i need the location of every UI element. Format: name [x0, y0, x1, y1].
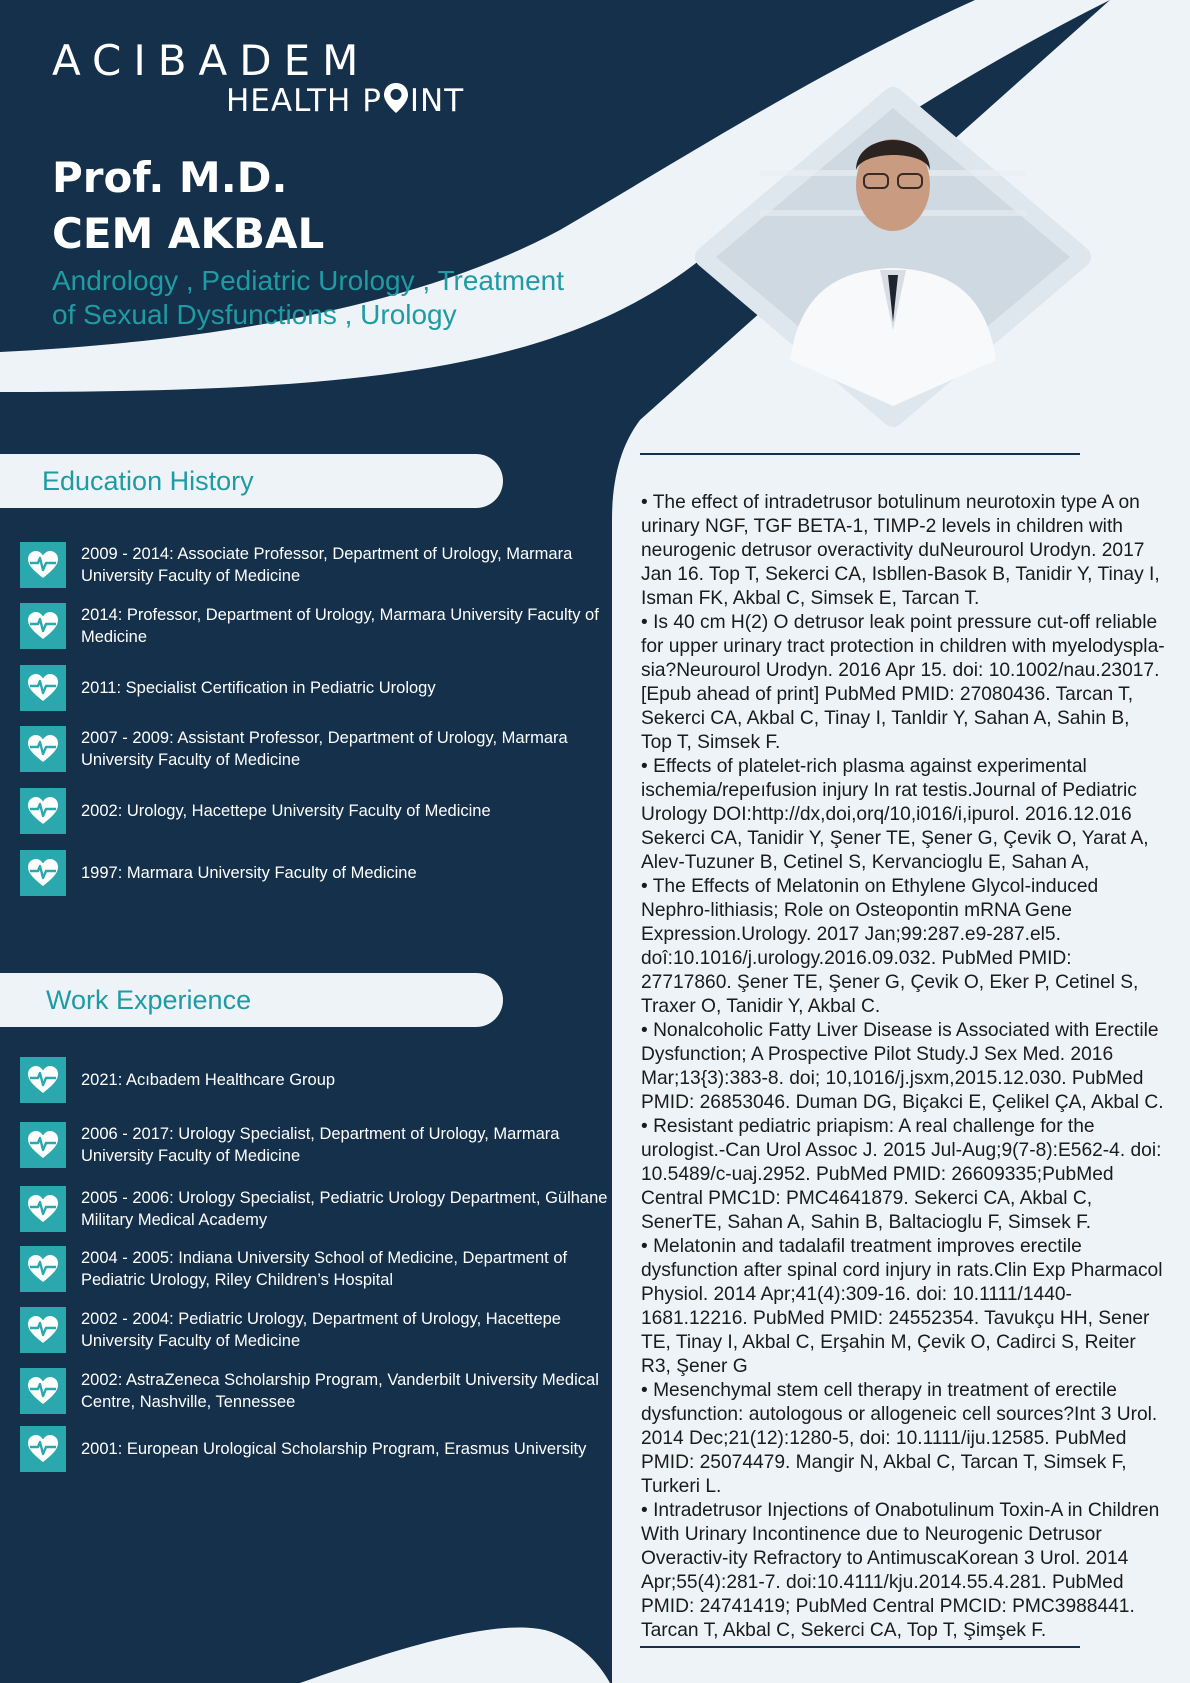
publication-item: • Melatonin and tadalafil treatment improves erectile dysfunction after spinal cord injury in rats.Clin Exp Pharmacol Physiol. 2014 Apr;41(4):309-16. doi: 10.1111/1440-1681.12216. PubMed PMID: 24552354. Tavukçu HH, Sener TE, Tinay I, Akbal C, Erşahin M, Çevik O, Cadirci S, Reiter R3, Şener G — [641, 1235, 1165, 1379]
publication-item: • The Effects of Melatonin on Ethylene Glycol-induced Nephro-lithiasis; Role on Osteopontin mRNA Gene Expression.Urology. 2017 Jan;99:287.e9-287.el5. doî:10.1016/j.urology.2016.09.032. PubMed PMID: 27717860. Şener TE, Şener G, Çevik O, Eker P, Cetinel S, Traxer O, Tanidir Y, Akbal C. — [641, 875, 1165, 1019]
location-pin-icon — [383, 82, 409, 114]
work-item-text: 2002: AstraZeneca Scholarship Program, Vanderbilt University Medical Centre, Nashville, Tennessee — [81, 1371, 599, 1411]
heart-pulse-icon — [20, 1426, 66, 1472]
doctor-title-line: Prof. M.D. — [52, 153, 288, 202]
heart-pulse-icon — [20, 850, 66, 896]
heart-pulse-icon — [20, 788, 66, 834]
publication-item: • The effect of intradetrusor botulinum neurotoxin type A on urinary NGF, TGF BETA-1, TIMP-2 levels in children with neurogenic detrusor overactivity duNeurourol Urodyn. 2017 Jan 16. Top T, Sekerci CA, Isbllen-Basok B, Tanidir Y, Tinay I, Isman FK, Akbal C, Simsek E, Tarcan T. — [641, 491, 1165, 611]
doctor-name — [52, 150, 324, 262]
education-item-text: 2007 - 2009: Assistant Professor, Department of Urology, Marmara University Faculty of Medicine — [81, 729, 568, 769]
brand-subtitle — [226, 82, 464, 117]
publication-item: • Mesenchymal stem cell therapy in treatment of erectile dysfunction: autologous or allogeneic cell sources?Int 3 Urol. 2014 Dec;21(12):1280-5, doi: 10.1111/iju.12585. PubMed PMID: 25074479. Mangir N, Akbal C, Tarcan T, Simsek F, Turkeri L. — [641, 1379, 1165, 1499]
education-item — [20, 850, 600, 896]
education-item-text: 1997: Marmara University Faculty of Medicine — [81, 864, 417, 882]
brand-logo — [52, 36, 465, 119]
doctor-specialties: Andrology , Pediatric Urology , Treatment of Sexual Dysfunctions , Urology — [52, 265, 565, 330]
heart-pulse-icon — [20, 1368, 66, 1414]
education-item — [20, 788, 600, 834]
education-heading: Education History — [0, 454, 503, 508]
heart-pulse-icon — [20, 1122, 66, 1168]
publication-item: • Effects of platelet-rich plasma against experimental ischemia/repeıfusion injury In rat testis.Journal of Pediatric Urology DOI:http://dx,doi,orq/10,i016/i,ipurol. 2016.12.016 Sekerci CA, Tanidir Y, Şener TE, Şener G, Çevik O, Yarat A, Alev-Tuzuner B, Cetinel S, Kervancioglu E, Sahan A, — [641, 755, 1165, 875]
heart-pulse-icon — [20, 1246, 66, 1292]
education-item-text: 2014: Professor, Department of Urology, Marmara University Faculty of Medicine — [81, 606, 599, 646]
work-heading: Work Experience — [0, 973, 503, 1027]
work-item — [20, 1426, 600, 1472]
work-item-text: 2006 - 2017: Urology Specialist, Department of Urology, Marmara University Faculty of Medicine — [81, 1125, 560, 1165]
work-item-text: 2005 - 2006: Urology Specialist, Pediatric Urology Department, Gülhane Military Medical Academy — [81, 1189, 608, 1229]
work-item-text: 2021: Acıbadem Healthcare Group — [81, 1071, 336, 1089]
work-item-text: 2002 - 2004: Pediatric Urology, Department of Urology, Hacettepe University Faculty of Medicine — [81, 1310, 561, 1350]
work-item — [20, 1246, 600, 1292]
work-item — [20, 1186, 608, 1232]
brand-subtitle-part2: INT — [409, 83, 465, 119]
heart-pulse-icon — [20, 603, 66, 649]
education-item — [20, 542, 600, 588]
publication-item: • Nonalcoholic Fatty Liver Disease is Associated with Erectile Dysfunction; A Prospective Pilot Study.J Sex Med. 2016 Mar;13{3):383-8. doi; 10,1016/j.jsxm,2015.12.030. PubMed PMID: 26853046. Duman DG, Biçakci E, Çelikel ÇA, Akbal C. — [641, 1019, 1165, 1115]
work-item-text: 2004 - 2005: Indiana University School of Medicine, Department of Pediatric Urology, Riley Children’s Hospital — [81, 1249, 568, 1289]
brand-name: ACIBADEM — [52, 36, 371, 85]
publications-list — [641, 491, 1165, 1643]
work-item-text: 2001: European Urological Scholarship Program, Erasmus University — [81, 1440, 587, 1458]
work-item — [20, 1368, 600, 1414]
publication-item: • Resistant pediatric priapism: A real challenge for the urologist.-Can Urol Assoc J. 2015 Jul-Aug;9(7-8):E562-4. doi: 10.5489/c-uaj.2952. PubMed PMID: 26609335;PubMed Central PMC1D: PMC4641879. Sekerci CA, Akbal C, SenerTE, Sahan A, Sahin B, Baltacioglu F, Simsek F. — [641, 1115, 1165, 1235]
brand-subtitle-part1: HEALTH P — [226, 83, 382, 119]
heart-pulse-icon — [20, 726, 66, 772]
education-item — [20, 665, 600, 711]
work-item — [20, 1307, 600, 1353]
education-item — [20, 726, 600, 772]
heart-pulse-icon — [20, 665, 66, 711]
publication-item: • Intradetrusor Injections of Onabotulinum Toxin-A in Children With Urinary Incontinence due to Neurogenic Detrusor Overactiv-ity Refractory to AntimuscaKorean 3 Urol. 2014 Apr;55(4):281-7. doi:10.4111/kju.2014.55.4.281. PubMed PMID: 24741419; PubMed Central PMCID: PMC3988441. Tarcan T, Akbal C, Sekerci CA, Top T, Şimşek F. — [641, 1499, 1165, 1643]
doctor-name-line: CEM AKBAL — [52, 209, 325, 258]
heart-pulse-icon — [20, 1186, 66, 1232]
education-item — [20, 603, 600, 649]
education-item-text: 2011: Specialist Certification in Pediatric Urology — [81, 679, 436, 697]
heart-pulse-icon — [20, 542, 66, 588]
heart-pulse-icon — [20, 1307, 66, 1353]
publication-item: • Is 40 cm H(2) O detrusor leak point pressure cut-off reliable for upper urinary tract protection in children with myelodyspla-sia?Neurourol Urodyn. 2016 Apr 15. doi: 10.1002/nau.23017. [Epub ahead of print] PubMed PMID: 27080436. Tarcan T, Sekerci CA, Akbal C, Tinay I, Tanldir Y, Sahan A, Sahin B, Top T, Simsek F. — [641, 611, 1165, 755]
heart-pulse-icon — [20, 1057, 66, 1103]
education-item-text: 2002: Urology, Hacettepe University Faculty of Medicine — [81, 802, 491, 820]
work-item — [20, 1057, 600, 1103]
education-item-text: 2009 - 2014: Associate Professor, Department of Urology, Marmara University Faculty of Medicine — [81, 545, 573, 585]
work-item — [20, 1122, 600, 1168]
